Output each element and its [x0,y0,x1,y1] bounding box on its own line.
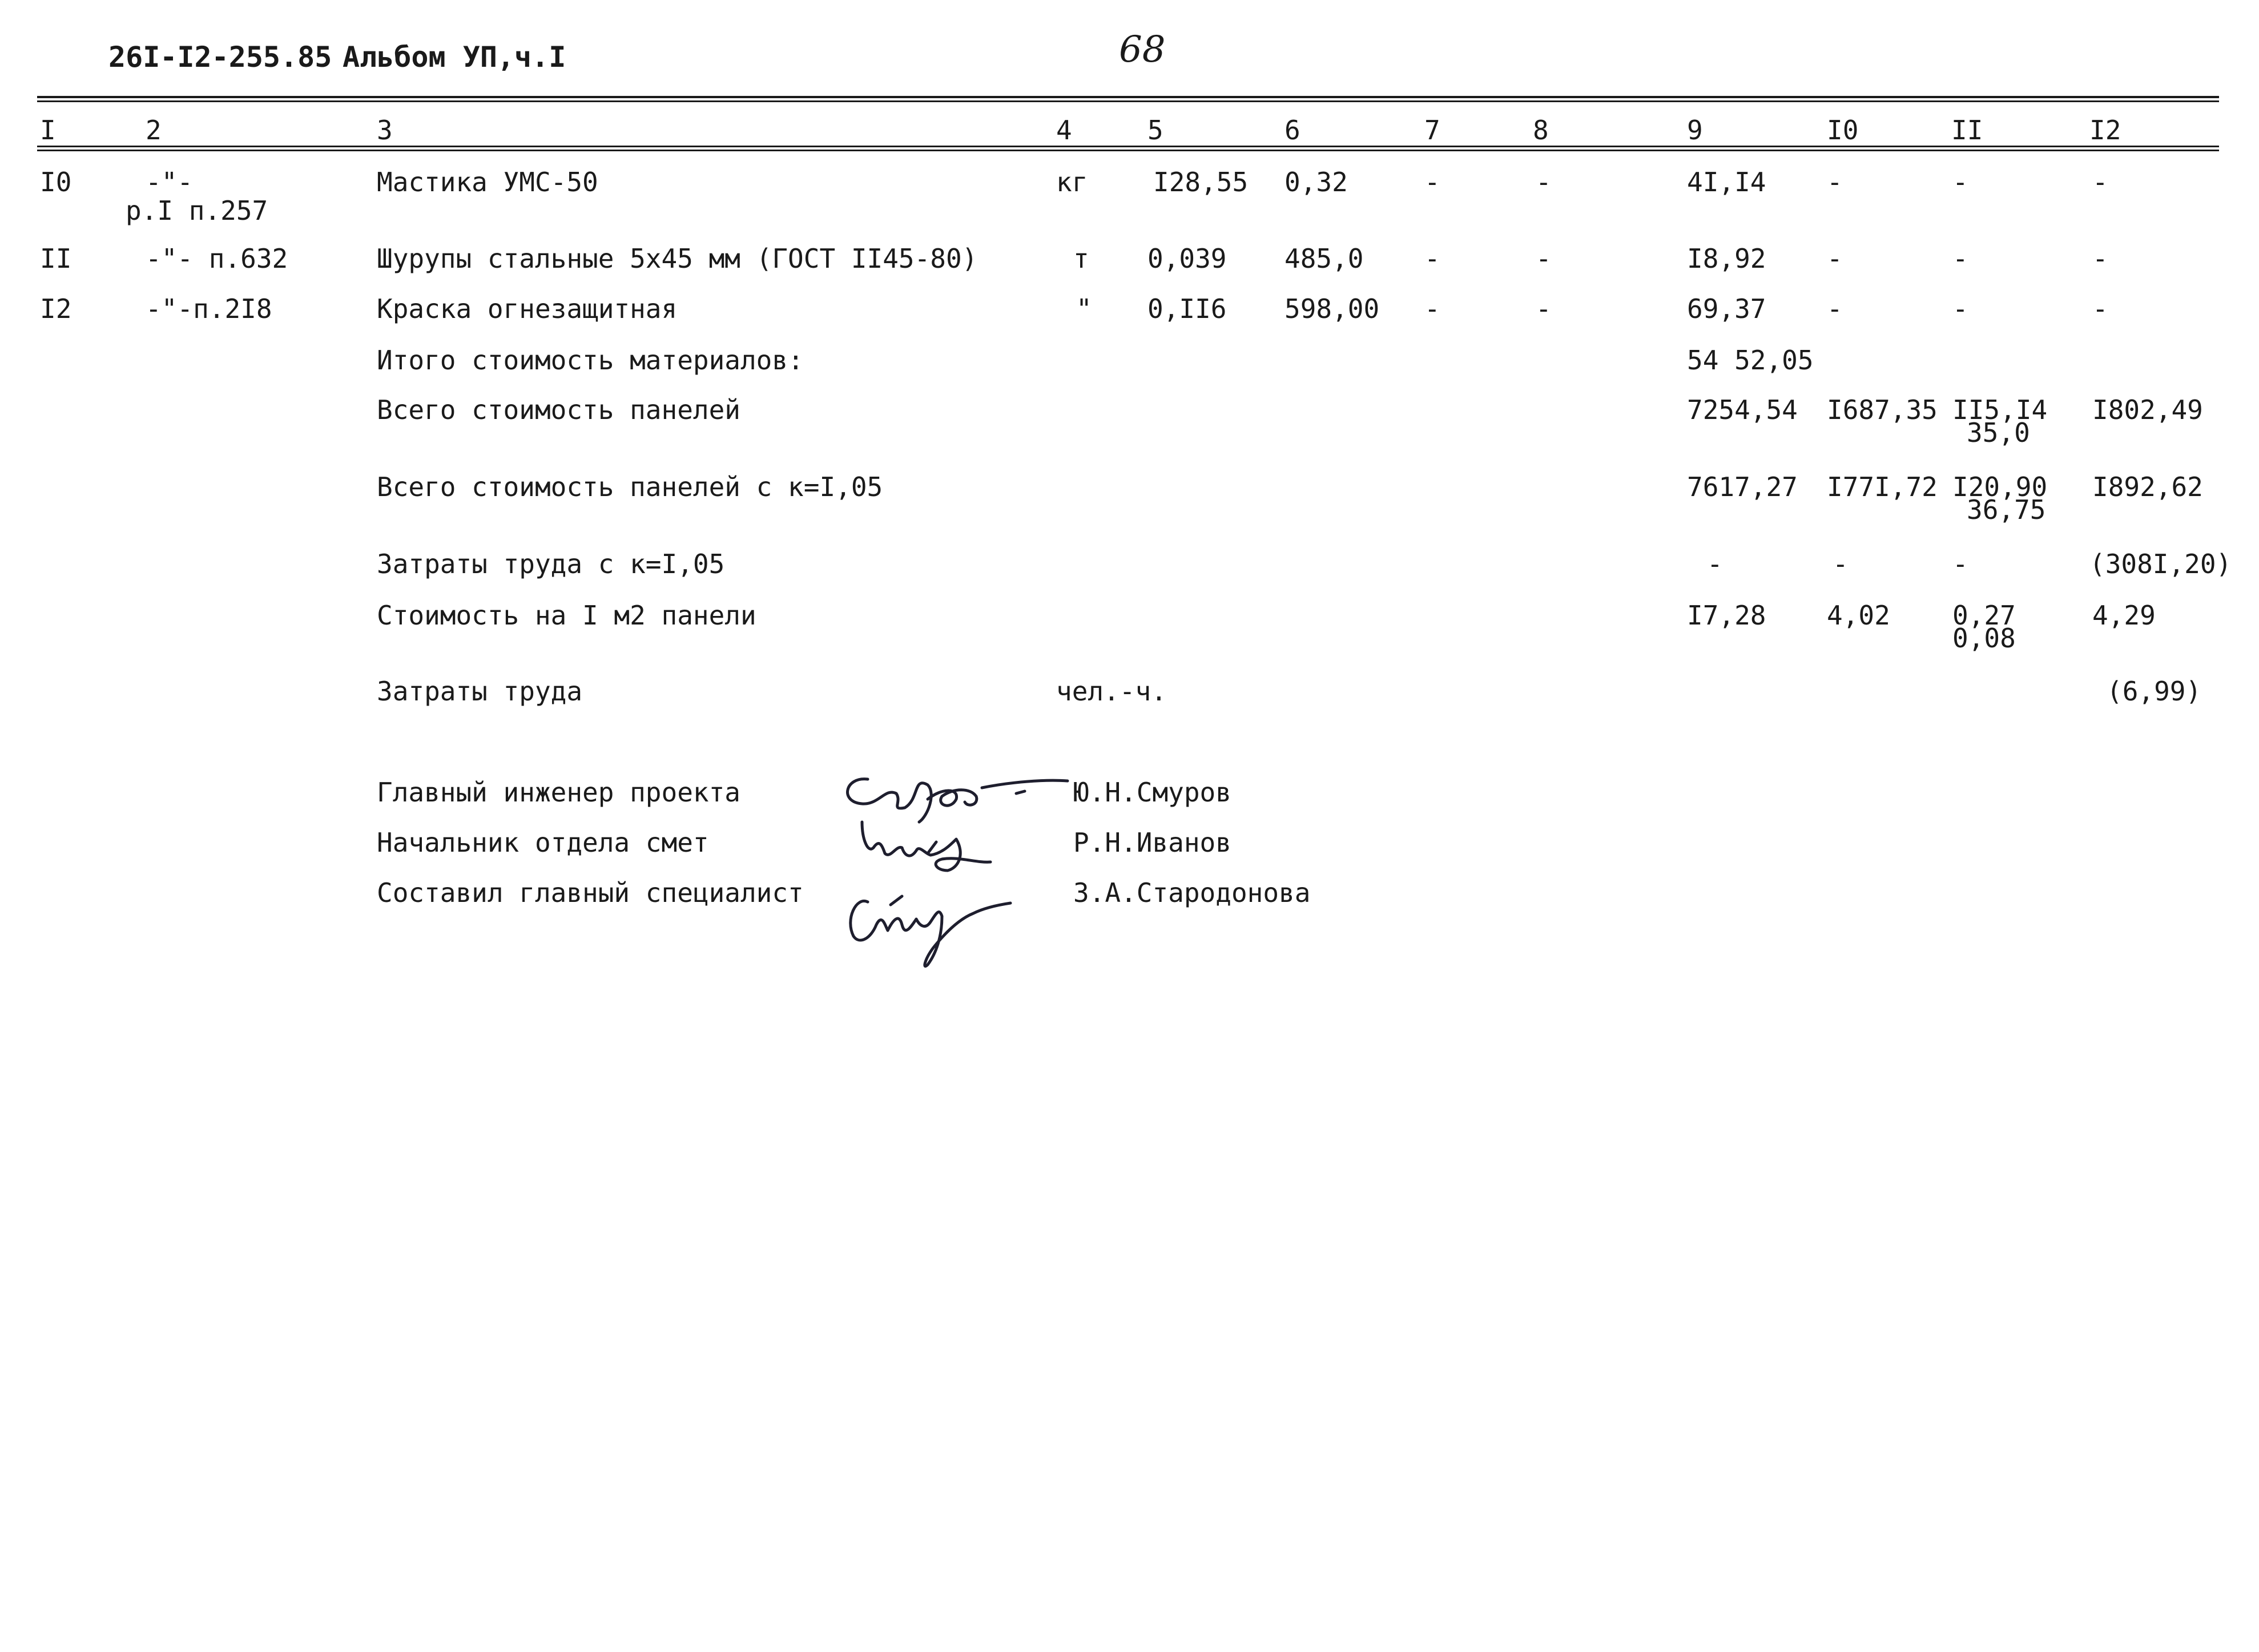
col-num-9: 9 [1687,115,1703,146]
signature-scribble-1 [848,779,1068,822]
col12-cell: I892,62 [2092,472,2203,502]
totals-label: Всего стоимость панелей с к=I,05 [377,472,883,502]
col-num-4: 4 [1056,115,1072,146]
quantity-cell: 0,II6 [1147,293,1227,324]
col8-cell: - [1536,293,1552,324]
col10-cell: - [1827,293,1843,324]
unit-cell: чел.-ч. [1056,676,1167,707]
signature-scribble-2 [862,822,990,871]
col10-cell: 4,02 [1827,600,1890,631]
col12-cell: - [2092,243,2108,274]
col-num-12: I2 [2089,115,2121,146]
col11-sub-cell: 36,75 [1967,494,2046,525]
unit-cell: кг [1056,167,1088,198]
cost-cell: - [1707,549,1723,579]
totals-label: Затраты труда с к=I,05 [377,549,725,579]
signature-role: Составил главный специалист [377,877,804,908]
col10-cell: - [1827,243,1843,274]
col10-cell: - [1833,549,1849,579]
reference-cell: -"- п.632 [146,243,288,274]
col7-cell: - [1424,293,1440,324]
cost-cell: I7,28 [1687,600,1766,631]
album-label: Альбом УП,ч.I [343,41,566,74]
col-num-2: 2 [146,115,162,146]
col12-cell: (308I,20) [2089,549,2232,579]
row-number: I0 [40,167,72,198]
signature-name: Ю.Н.Смуров [1073,777,1231,808]
col8-cell: - [1536,167,1552,198]
cost-cell: 54 52,05 [1687,345,1814,376]
col12-cell: I802,49 [2092,394,2203,425]
col10-cell: I687,35 [1827,394,1938,425]
col-num-1: I [40,115,56,146]
document-code: 26I-I2-255.85 [108,41,332,74]
col8-cell: - [1536,243,1552,274]
unit-cell: " [1076,293,1092,324]
signature-role: Главный инженер проекта [377,777,740,808]
col7-cell: - [1424,243,1440,274]
col12-cell: - [2092,293,2108,324]
cost-cell: 4I,I4 [1687,167,1766,198]
price-cell: 0,32 [1284,167,1348,198]
col12-cell: (6,99) [2107,676,2202,707]
col11-cell: - [1952,167,1968,198]
reference-cell: -"- [146,167,194,198]
signature-role: Начальник отдела смет [377,827,709,858]
cost-cell: I8,92 [1687,243,1766,274]
col-num-10: I0 [1827,115,1859,146]
signature-scribble-3 [851,896,1010,966]
reference-cell: -"-п.2I8 [146,293,272,324]
header-rule [37,146,2219,147]
signature-name: З.А.Стародонова [1073,877,1311,908]
col-num-11: II [1951,115,1983,146]
col-num-3: 3 [377,115,393,146]
top-rule-2 [37,100,2219,102]
col11-sub-cell: 0,08 [1952,623,2016,654]
top-rule [37,96,2219,98]
col11-cell: 0,27 [1952,600,2016,631]
col11-cell: - [1952,243,1968,274]
col10-cell: - [1827,167,1843,198]
totals-label: Стоимость на I м2 панели [377,600,756,631]
col12-cell: 4,29 [2092,600,2156,631]
price-cell: 598,00 [1284,293,1380,324]
col-num-6: 6 [1284,115,1300,146]
handwritten-signatures [828,754,1090,970]
col-num-7: 7 [1424,115,1440,146]
cost-cell: 7254,54 [1687,394,1798,425]
col-num-5: 5 [1147,115,1163,146]
unit-cell: т [1073,243,1089,274]
quantity-cell: 0,039 [1147,243,1227,274]
col12-cell: - [2092,167,2108,198]
col7-cell: - [1424,167,1440,198]
row-number: I2 [40,293,72,324]
col-num-8: 8 [1533,115,1549,146]
col11-cell: II5,I4 [1952,394,2048,425]
col11-cell: - [1952,549,1968,579]
material-name: Мастика УМС-50 [377,167,598,198]
header-rule-2 [37,150,2219,151]
row-number: II [40,243,72,274]
price-cell: 485,0 [1284,243,1364,274]
material-name: Шурупы стальные 5х45 мм (ГОСТ II45-80) [377,243,978,274]
totals-label: Всего стоимость панелей [377,394,740,425]
col11-sub-cell: 35,0 [1967,417,2030,448]
reference-cell-2: р.I п.257 [126,195,268,226]
cost-cell: 69,37 [1687,293,1766,324]
col11-cell: - [1952,293,1968,324]
col11-cell: I20,90 [1952,472,2048,502]
material-name: Краска огнезащитная [377,293,678,324]
signature-name: Р.Н.Иванов [1073,827,1231,858]
totals-label: Затраты труда [377,676,583,707]
cost-cell: 7617,27 [1687,472,1798,502]
col10-cell: I77I,72 [1827,472,1938,502]
page-number: 68 [1119,29,1166,71]
totals-label: Итого стоимость материалов: [377,345,804,376]
quantity-cell: I28,55 [1153,167,1249,198]
